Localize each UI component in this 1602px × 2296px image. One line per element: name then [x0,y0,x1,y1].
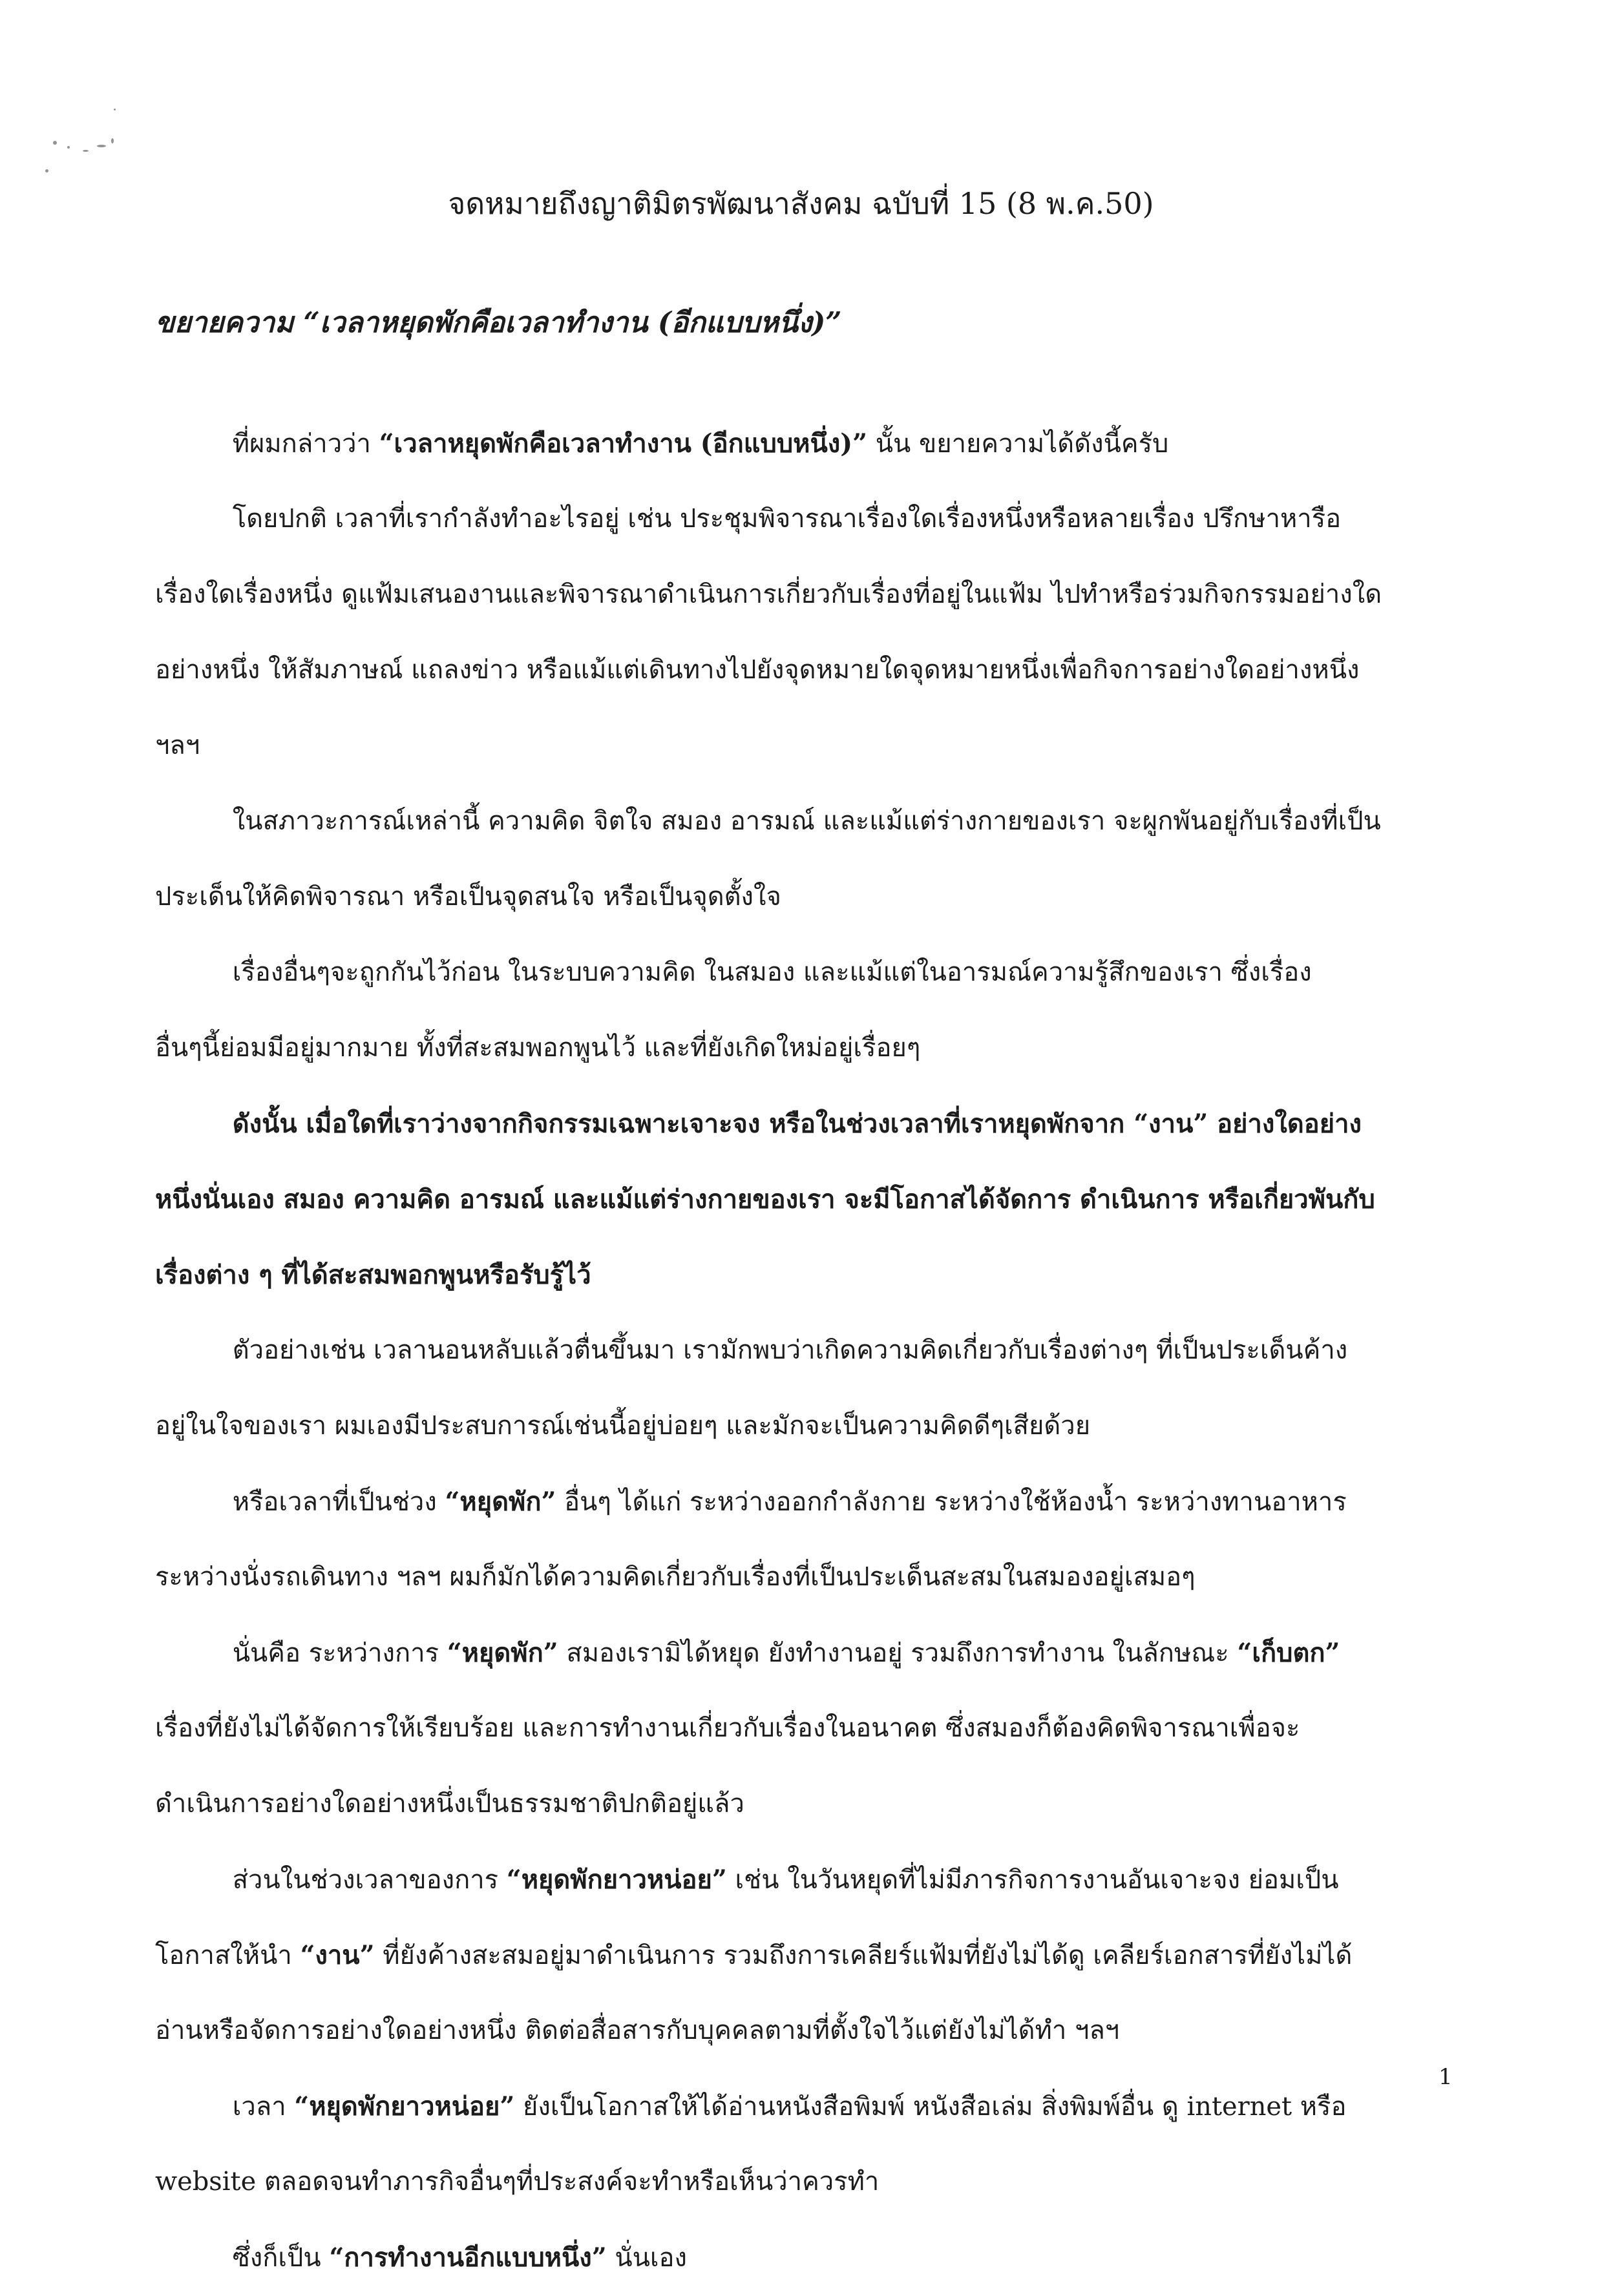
text-line [155,1539,1444,1615]
text-run: นั่นคือ ระหว่างการ [232,1638,447,1668]
bold-text: “การทำงานอีกแบบหนึ่ง” [329,2242,607,2273]
text-line [155,1086,1444,1162]
text-run: เรื่องใดเรื่องหนึ่ง ดูแฟ้มเสนองานและพิจารณาดำเนินการเกี่ยวกับเรื่องที่อยู่ในแฟ้ม ไปทำหรือร่วมกิจกรรมอย่างใด [155,579,1382,609]
text-run: อ่านหรือจัดการอย่างใดอย่างหนึ่ง ติดต่อสื่อสารกับบุคคลตามที่ตั้งใจไว้แต่ยังไม่ได้ทำ ฯลฯ [155,2016,1120,2045]
text-run: สมองเรามิได้หยุด ยังทำงานอยู่ รวมถึงการทำงาน ในลักษณะ [558,1638,1238,1668]
document-title: จดหมายถึงญาติมิตรพัฒนาสังคม ฉบับที่ 15 (8 พ.ค.50) [448,186,1154,221]
text-run: ฯลฯ [155,731,200,760]
text-run: เวลา [232,2092,295,2122]
text-line [155,406,1444,481]
text-line [155,1691,1444,1766]
text-line [155,1010,1444,1086]
text-run: นั้น ขยายความได้ดังนี้ครับ [867,429,1169,459]
text-run: อยู่ในใจของเรา ผมเองมีประสบการณ์เช่นนี้อยู่บ่อยๆ และมักจะเป็นความคิดดีๆเสียด้วย [155,1411,1091,1441]
text-run: อย่างหนึ่ง ให้สัมภาษณ์ แถลงข่าว หรือแม้แต่เดินทางไปยังจุดหมายใดจุดหมายหนึ่งเพื่อกิจการอย่างใดอย่างหนึ่ง [155,655,1360,685]
text-run: ประเด็นให้คิดพิจารณา หรือเป็นจุดสนใจ หรือเป็นจุดตั้งใจ [155,882,781,912]
text-line [155,1993,1444,2069]
text-run: เช่น ในวันหยุดที่ไม่มีภารกิจการงานอันเจาะจง ย่อมเป็น [726,1865,1339,1895]
text-line [155,1842,1444,1917]
text-run: ซึ่งก็เป็น [232,2243,330,2273]
text-line [155,1464,1444,1539]
text-line [155,784,1444,859]
text-line [155,481,1444,557]
text-run: ระหว่างนั่งรถเดินทาง ฯลฯ ผมก็มักได้ความคิดเกี่ยวกับเรื่องที่เป็นประเด็นสะสมในสมองอยู่เสมอๆ [155,1562,1196,1592]
bold-text: “หยุดพัก” [447,1638,558,1668]
bold-text: ดังนั้น เมื่อใดที่เราว่างจากกิจกรรมเฉพาะเจาะจง หรือในช่วงเวลาที่เราหยุดพักจาก “งาน” อย่างใดอย่าง [232,1109,1362,1139]
text-run: ที่ยังค้างสะสมอยู่มาดำเนินการ รวมถึงการเคลียร์แฟ้มที่ยังไม่ได้ดู เคลียร์เอกสารที่ยังไม่ได้ [374,1941,1353,1970]
text-line [155,708,1444,784]
bold-text: “หยุดพัก” [445,1487,556,1517]
text-line [155,2144,1444,2220]
text-line [155,1766,1444,1842]
text-run: อื่นๆ ได้แก่ ระหว่างออกกำลังกาย ระหว่างใช้ห้องน้ำ ระหว่างทานอาหาร [556,1487,1347,1517]
page-number: 1 [1439,2064,1453,2090]
text-line [155,1615,1444,1691]
text-run: ยังเป็นโอกาสให้ได้อ่านหนังสือพิมพ์ หนังสือเล่ม สิ่งพิมพ์อื่น ดู internet หรือ [514,2092,1347,2122]
text-line [155,935,1444,1010]
bold-text: “งาน” [300,1940,375,1970]
text-run: โอกาสให้นำ [155,1941,300,1970]
text-line [155,2220,1444,2295]
bold-text: “เวลาหยุดพักคือเวลาทำงาน (อีกแบบหนึ่ง)” [379,428,868,459]
text-run: โดยปกติ เวลาที่เรากำลังทำอะไรอยู่ เช่น ประชุมพิจารณาเรื่องใดเรื่องหนึ่งหรือหลายเรื่อง ปรึกษาหารือ [232,504,1342,534]
text-run: เรื่องที่ยังไม่ได้จัดการให้เรียบร้อย และการทำงานเกี่ยวกับเรื่องในอนาคต ซึ่งสมองก็ต้องคิดพิจารณาเพื่อจะ [155,1713,1300,1743]
text-line [155,859,1444,935]
bold-text: เรื่องต่าง ๆ ที่ได้สะสมพอกพูนหรือรับรู้ไว้ [155,1260,591,1290]
text-run: ตัวอย่างเช่น เวลานอนหลับแล้วตื่นขึ้นมา เรามักพบว่าเกิดความคิดเกี่ยวกับเรื่องต่างๆ ที่เป็นประเด็นค้าง [232,1335,1348,1365]
document-subtitle: ขยายความ “เวลาหยุดพักคือเวลาทำงาน (อีกแบบหนึ่ง)” [155,306,842,339]
text-run: ดำเนินการอย่างใดอย่างหนึ่งเป็นธรรมชาติปกติอยู่แล้ว [155,1789,744,1819]
text-line [155,632,1444,708]
text-line [155,2069,1444,2144]
text-run: website ตลอดจนทำภารกิจอื่นๆที่ประสงค์จะทำหรือเห็นว่าควรทำ [155,2167,880,2197]
text-line [155,1313,1444,1388]
bold-text: “เก็บตก” [1237,1638,1340,1668]
text-run: หรือเวลาที่เป็นช่วง [232,1487,445,1517]
bold-text: “หยุดพักยาวหน่อย” [294,2091,515,2122]
text-line [155,1917,1444,1993]
letter-body [155,406,1448,2295]
text-line [155,1162,1444,1237]
text-line [155,1237,1444,1313]
text-run: อื่นๆนี้ย่อมมีอยู่มากมาย ทั้งที่สะสมพอกพูนไว้ และที่ยังเกิดใหม่อยู่เรื่อยๆ [155,1033,921,1063]
bold-text: “หยุดพักยาวหน่อย” [506,1864,727,1895]
text-run: นั่นเอง [606,2243,687,2273]
text-run: ในสภาวะการณ์เหล่านี้ ความคิด จิตใจ สมอง อารมณ์ และแม้แต่ร่างกายของเรา จะผูกพันอยู่กับเรื่องที่เป็น [232,806,1381,836]
text-run: ที่ผมกล่าวว่า [232,429,379,459]
text-run: ส่วนในช่วงเวลาของการ [232,1865,507,1895]
bold-text: หนึ่งนั่นเอง สมอง ความคิด อารมณ์ และแม้แต่ร่างกายของเรา จะมีโอกาสได้จัดการ ดำเนินการ หรือเกี่ยวพันกับ [155,1184,1375,1215]
text-run: เรื่องอื่นๆจะถูกกันไว้ก่อน ในระบบความคิด ในสมอง และแม้แต่ในอารมณ์ความรู้สึกของเรา ซึ่งเรื่อง [232,957,1312,987]
text-line [155,557,1444,632]
text-line [155,1388,1444,1464]
